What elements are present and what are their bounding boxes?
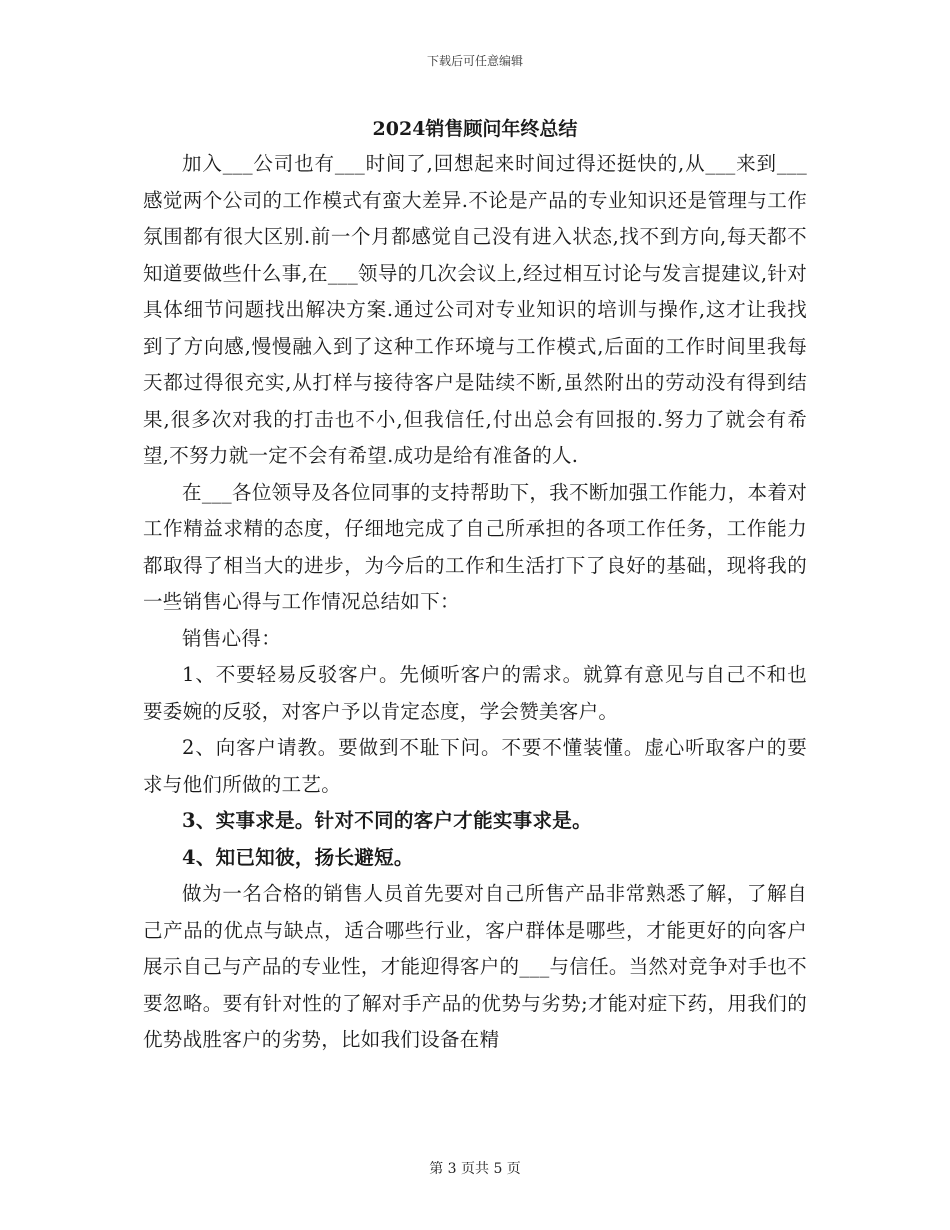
document-body (143, 146, 807, 1059)
paragraph-2: 在___各位领导及各位同事的支持帮助下，我不断加强工作能力，本着对工作精益求精的态度，仔细地完成了自己所承担的各项工作任务，工作能力都取得了相当大的进步，为今后的工作和生活打下了良好的基础，现将我的一些销售心得与工作情况总结如下： (143, 480, 807, 613)
page-header-note: 下载后可任意编辑 (426, 54, 523, 68)
document-title: 2024销售顾问年终总结 (372, 118, 578, 140)
page-number: 第 3 页共 5 页 (429, 1161, 521, 1177)
paragraph-1: 加入___公司也有___时间了,回想起来时间过得还挺快的,从___来到___感觉两个公司的工作模式有蛮大差异.不论是产品的专业知识还是管理与工作氛围都有很大区别.前一个月都感觉自己没有进入状态,找不到方向,每天都不知道要做些什么事,在___领导的几次会议上,经过相互讨论与发言提建议,针对具体细节问题找出解决方案.通过公司对专业知识的培训与操作,这才让我找到了方向感,慢慢融入到了这种工作环境与工作模式,后面的工作时间里我每天都过得很充实,从打样与接待客户是陆续不断,虽然附出的劳动没有得到结果,很多次对我的打击也不小,但我信任,付出总会有回报的.努力了就会有希望,不努力就一定不会有希望.成功是给有准备的人. (143, 152, 807, 467)
paragraph-7: 4、知已知彼，扬长避短。 (182, 845, 414, 869)
paragraph-8: 做为一名合格的销售人员首先要对自己所售产品非常熟悉了解，了解自己产品的优点与缺点，适合哪些行业，客户群体是哪些，才能更好的向客户展示自己与产品的专业性，才能迎得客户的___与信任。当然对竞争对手也不要忽略。要有针对性的了解对手产品的优势与劣势;才能对症下药，用我们的优势战胜客户的劣势，比如我们设备在精 (143, 882, 807, 1051)
paragraph-6: 3、实事求是。针对不同的客户才能实事求是。 (182, 809, 592, 832)
paragraph-5: 2、向客户请教。要做到不耻下问。不要不懂装懂。虚心听取客户的要求与他们所做的工艺。 (143, 736, 807, 796)
paragraph-4: 1、不要轻易反驳客户。先倾听客户的需求。就算有意见与自己不和也要委婉的反驳，对客户予以肯定态度，学会赞美客户。 (143, 663, 807, 723)
paragraph-3: 销售心得： (182, 626, 282, 650)
